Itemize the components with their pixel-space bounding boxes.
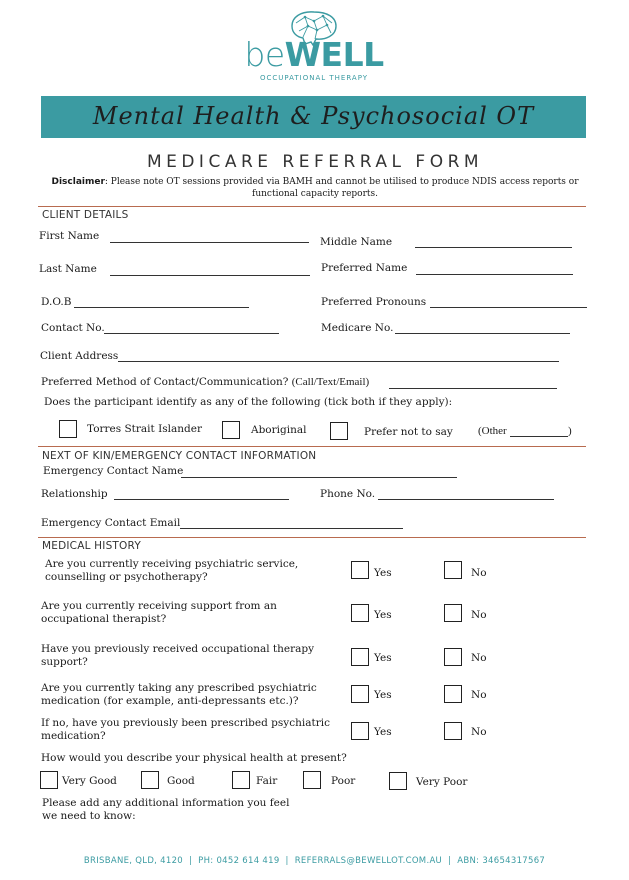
very-good-checkbox[interactable]	[40, 771, 58, 789]
other-field[interactable]	[510, 436, 568, 437]
q3-yes-checkbox[interactable]	[351, 648, 369, 666]
question-line: If no, have you previously been prescribed psychiatric	[41, 717, 330, 729]
dob-label: D.O.B	[41, 296, 72, 308]
medicare-no-field[interactable]	[395, 333, 570, 334]
contact-method-field[interactable]	[389, 388, 557, 389]
q2-yes-label: Yes	[374, 609, 392, 621]
logo-tagline: OCCUPATIONAL THERAPY	[259, 74, 369, 82]
relationship-label: Relationship	[41, 488, 108, 500]
q4-yes-label: Yes	[374, 689, 392, 701]
contact-no-field[interactable]	[104, 333, 279, 334]
very-good-label: Very Good	[62, 775, 117, 787]
section-rule	[38, 446, 586, 447]
logo-well: WELL	[284, 35, 384, 74]
q1-no-checkbox[interactable]	[444, 561, 462, 579]
good-checkbox[interactable]	[141, 771, 159, 789]
q4-yes-checkbox[interactable]	[351, 685, 369, 703]
question-line: occupational therapist?	[41, 613, 167, 625]
q4-no-checkbox[interactable]	[444, 685, 462, 703]
medical-question-3	[41, 643, 314, 669]
preferred-name-field[interactable]	[416, 274, 573, 275]
other-close: )	[568, 425, 572, 437]
contact-method-label	[41, 376, 369, 389]
q1-no-label: No	[471, 567, 487, 579]
q5-no-label: No	[471, 726, 487, 738]
last-name-field[interactable]	[110, 275, 310, 276]
title-banner	[41, 96, 586, 138]
question-line: Are you currently taking any prescribed psychiatric	[41, 682, 317, 694]
q4-no-label: No	[471, 689, 487, 701]
preferred-pronouns-label: Preferred Pronouns	[321, 296, 427, 308]
medical-question-5	[41, 717, 330, 743]
q3-no-checkbox[interactable]	[444, 648, 462, 666]
footer: BRISBANE, QLD, 4120 | PH: 0452 614 419 | REFERRALS@BEWELLOT.COM.AU | ABN: 34654317567	[83, 856, 546, 866]
q3-no-label: No	[471, 652, 487, 664]
phone-no-field[interactable]	[378, 499, 554, 500]
aboriginal-label: Aboriginal	[251, 424, 307, 436]
fair-label: Fair	[256, 775, 278, 787]
contact-method-hint: (Call/Text/Email)	[291, 376, 370, 388]
first-name-label: First Name	[39, 230, 100, 242]
poor-checkbox[interactable]	[303, 771, 321, 789]
logo-be: be	[244, 35, 285, 74]
section-rule	[38, 206, 586, 207]
preferred-name-label: Preferred Name	[321, 262, 408, 274]
emergency-name-label: Emergency Contact Name	[43, 465, 184, 477]
question-line: medication?	[41, 730, 106, 742]
prefer-not-checkbox[interactable]	[330, 422, 348, 440]
question-line: counselling or psychotherapy?	[45, 571, 208, 583]
medical-question-1	[45, 558, 298, 584]
question-line: medication (for example, anti-depressants etc.)?	[41, 695, 299, 707]
kin-heading: NEXT OF KIN/EMERGENCY CONTACT INFORMATION	[42, 450, 317, 462]
identify-question: Does the participant identify as any of the following (tick both if they apply):	[44, 396, 453, 408]
very-poor-checkbox[interactable]	[389, 772, 407, 790]
last-name-label: Last Name	[39, 263, 97, 275]
emergency-email-label: Emergency Contact Email	[41, 517, 181, 529]
additional-info-field[interactable]	[42, 828, 582, 850]
q2-yes-checkbox[interactable]	[351, 604, 369, 622]
very-poor-label: Very Poor	[416, 776, 468, 788]
q5-no-checkbox[interactable]	[444, 722, 462, 740]
form-title: MEDICARE REFERRAL FORM	[146, 152, 484, 172]
middle-name-field[interactable]	[415, 247, 572, 248]
emergency-name-field[interactable]	[181, 477, 457, 478]
q2-no-checkbox[interactable]	[444, 604, 462, 622]
q5-yes-checkbox[interactable]	[351, 722, 369, 740]
prompt-line: Please add any additional information you feel	[42, 797, 290, 809]
q3-yes-label: Yes	[374, 652, 392, 664]
aboriginal-checkbox[interactable]	[222, 421, 240, 439]
client-details-heading: CLIENT DETAILS	[42, 209, 129, 221]
emergency-email-field[interactable]	[180, 528, 403, 529]
poor-label: Poor	[331, 775, 356, 787]
additional-info-prompt	[42, 797, 289, 823]
prompt-line: we need to know:	[42, 810, 136, 822]
medical-question-4	[41, 682, 317, 708]
section-rule	[38, 537, 586, 538]
client-address-label: Client Address	[40, 350, 119, 362]
tsi-checkbox[interactable]	[59, 420, 77, 438]
disclaimer-text: : Please note OT sessions provided via BAMH and cannot be utilised to produce NDIS access reports or	[104, 177, 579, 187]
client-address-field[interactable]	[118, 361, 559, 362]
disclaimer-text-2: functional capacity reports.	[252, 189, 378, 199]
contact-no-label: Contact No.	[41, 322, 105, 334]
question-line: Are you currently receiving psychiatric service,	[45, 558, 299, 570]
fair-checkbox[interactable]	[232, 771, 250, 789]
medicare-no-label: Medicare No.	[321, 322, 394, 334]
q2-no-label: No	[471, 609, 487, 621]
logo-wordmark	[244, 36, 384, 74]
disclaimer-label: Disclaimer	[51, 177, 105, 187]
prefer-not-label: Prefer not to say	[364, 426, 453, 438]
q1-yes-checkbox[interactable]	[351, 561, 369, 579]
preferred-pronouns-field[interactable]	[430, 307, 587, 308]
q1-yes-label: Yes	[374, 567, 392, 579]
first-name-field[interactable]	[110, 242, 309, 243]
other-label: (Other	[478, 425, 507, 437]
disclaimer	[41, 176, 589, 200]
question-line: Have you previously received occupational therapy	[41, 643, 315, 655]
medical-heading: MEDICAL HISTORY	[42, 540, 141, 552]
good-label: Good	[167, 775, 195, 787]
phone-no-label: Phone No.	[320, 488, 376, 500]
question-line: Are you currently receiving support from an	[41, 600, 277, 612]
question-line: support?	[41, 656, 88, 668]
middle-name-label: Middle Name	[320, 236, 393, 248]
relationship-field[interactable]	[114, 499, 289, 500]
medical-question-2	[41, 600, 277, 626]
dob-field[interactable]	[74, 307, 249, 308]
contact-method-text: Preferred Method of Contact/Communication?	[41, 376, 289, 388]
banner-script-text: Mental Health & Psychosocial OT	[92, 102, 535, 130]
q5-yes-label: Yes	[374, 726, 392, 738]
tsi-label: Torres Strait Islander	[87, 423, 202, 435]
health-question: How would you describe your physical health at present?	[41, 752, 347, 764]
